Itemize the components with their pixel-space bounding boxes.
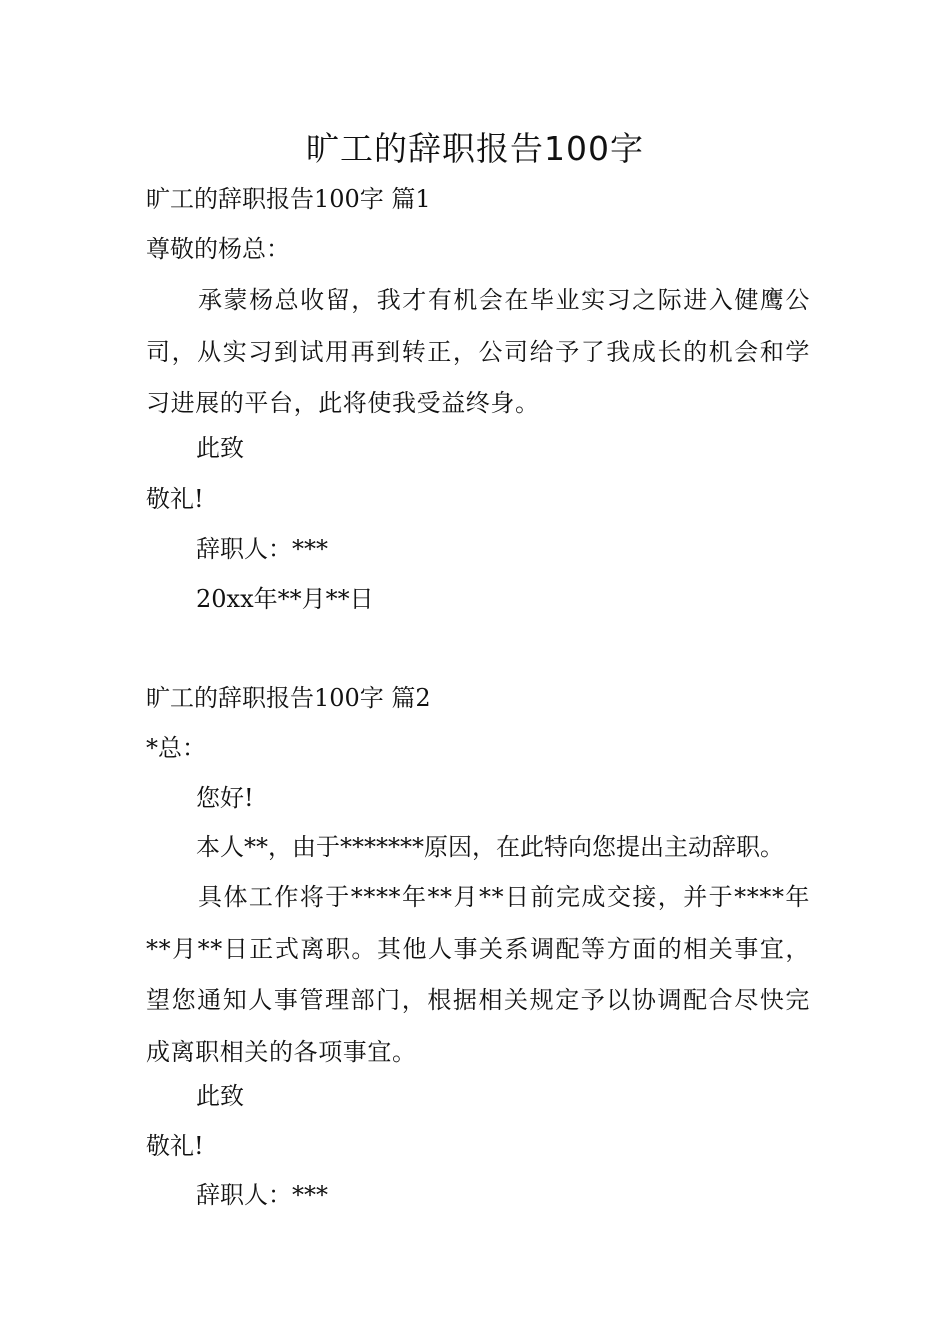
section-2-closing-1: 此致	[196, 1082, 244, 1110]
section-2-closing-2: 敬礼!	[146, 1132, 204, 1160]
section-2-signature: 辞职人：***	[196, 1181, 328, 1209]
section-2-greeting: 您好!	[196, 784, 254, 812]
section-1-body: 承蒙杨总收留，我才有机会在毕业实习之际进入健鹰公司，从实习到试用再到转正，公司给予了我成长的机会和学习进展的平台，此将使我受益终身。	[146, 286, 810, 417]
section-1-salutation: 尊敬的杨总：	[146, 235, 290, 263]
section-1-heading: 旷工的辞职报告100字 篇1	[146, 185, 431, 213]
section-2-body-1: 本人**，由于*******原因，在此特向您提出主动辞职。	[196, 833, 784, 861]
section-1-signature: 辞职人：***	[196, 535, 328, 563]
section-1-closing-2: 敬礼!	[146, 485, 204, 513]
section-2-body-2: 具体工作将于****年**月**日前完成交接，并于****年**月**日正式离职。其他人事关系调配等方面的相关事宜，望您通知人事管理部门，根据相关规定予以协调配合尽快完成离职相关的各项事宜。	[146, 883, 810, 1066]
document-title: 旷工的辞职报告100字	[306, 129, 644, 168]
section-1-date: 20xx年**月**日	[196, 585, 374, 613]
section-2-heading: 旷工的辞职报告100字 篇2	[146, 684, 431, 712]
section-1-closing-1: 此致	[196, 434, 244, 462]
section-2-salutation: *总：	[146, 734, 206, 762]
